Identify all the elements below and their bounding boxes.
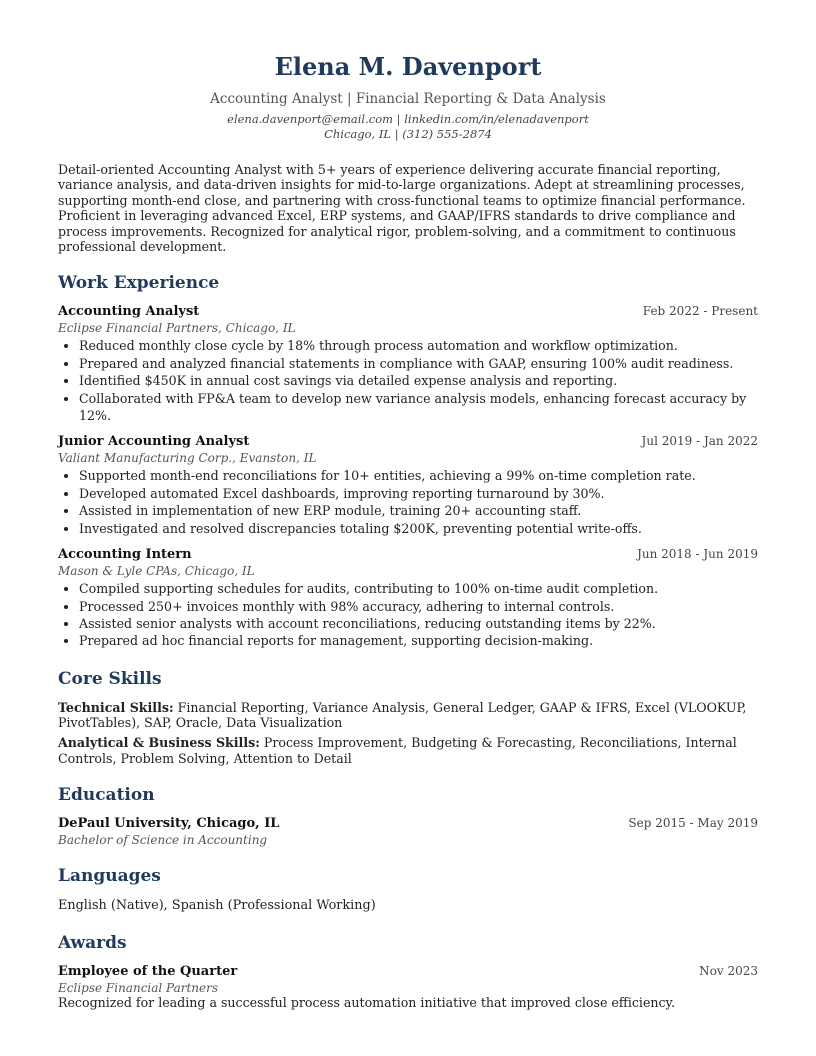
languages-heading: Languages: [58, 866, 161, 887]
skill-group-technical: [58, 700, 758, 731]
skill-group-analytical: [58, 735, 758, 766]
bullet-item: • Developed automated Excel dashboards, improving reporting turnaround by 30%.: [79, 485, 758, 502]
school-name: DePaul University, Chicago, IL: [58, 816, 280, 832]
work-entry: [58, 304, 758, 424]
core-skills-heading: Core Skills: [58, 668, 162, 689]
degree: Bachelor of Science in Accounting: [58, 833, 268, 848]
award-entry: [58, 964, 758, 1011]
headline: Accounting Analyst | Financial Reporting & Data Analysis: [210, 91, 606, 107]
award-organization: Eclipse Financial Partners: [58, 981, 219, 996]
education-dates: Sep 2015 - May 2019: [628, 816, 758, 831]
work-entry: [58, 434, 758, 537]
job-bullets: [58, 580, 758, 650]
job-bullets: [58, 337, 758, 424]
skill-list: Process Improvement, Budgeting & Forecasting, Reconciliations, Internal Controls, Problem Solving, Attention to Detail: [58, 734, 737, 766]
candidate-name: Elena M. Davenport: [274, 52, 542, 81]
skill-label: Analytical & Business Skills:: [58, 734, 260, 750]
work-entry: [58, 547, 758, 650]
award-title: Employee of the Quarter: [58, 964, 238, 980]
company: Eclipse Financial Partners, Chicago, IL: [58, 321, 296, 336]
work-experience-heading: Work Experience: [58, 273, 220, 294]
company: Mason & Lyle CPAs, Chicago, IL: [58, 564, 255, 579]
bullet-item: • Supported month-end reconciliations for 10+ entities, achieving a 99% on-time completion rate.: [79, 467, 758, 484]
professional-summary: Detail-oriented Accounting Analyst with 5+ years of experience delivering accurate financial reporting, variance analysis, and data-driven insights for mid-to-large organizations. Adept at streamlining processes, supporting month-end close, and partnering with cross-functional teams to optimize financial performance. Proficient in leveraging advanced Excel, ERP systems, and GAAP/IFRS standards to drive compliance and process improvements. Recognized for analytical rigor, problem-solving, and a commitment to continuous professional development.: [58, 162, 746, 255]
bullet-item: • Compiled supporting schedules for audits, contributing to 100% on-time audit completion.: [79, 580, 758, 597]
skill-label: Technical Skills:: [58, 699, 174, 715]
job-title: Junior Accounting Analyst: [58, 434, 250, 450]
bullet-item: • Identified $450K in annual cost savings via detailed expense analysis and reporting.: [79, 372, 758, 389]
job-dates: Jun 2018 - Jun 2019: [637, 547, 758, 562]
contact-line-location-phone: Chicago, IL | (312) 555-2874: [324, 127, 492, 141]
job-bullets: [58, 467, 758, 537]
awards-heading: Awards: [58, 933, 127, 954]
bullet-item: • Prepared and analyzed financial statements in compliance with GAAP, ensuring 100% audit readiness.: [79, 355, 758, 372]
bullet-item: • Investigated and resolved discrepancies totaling $200K, preventing potential write-offs.: [79, 520, 758, 537]
bullet-item: • Collaborated with FP&A team to develop new variance analysis models, enhancing forecast accuracy by 12%.: [79, 390, 758, 425]
job-title: Accounting Analyst: [58, 304, 200, 320]
job-title: Accounting Intern: [58, 547, 192, 563]
education-entry: [58, 816, 758, 847]
job-dates: Jul 2019 - Jan 2022: [641, 434, 758, 449]
job-dates: Feb 2022 - Present: [642, 304, 758, 319]
bullet-item: • Assisted in implementation of new ERP module, training 20+ accounting staff.: [79, 502, 758, 519]
education-heading: Education: [58, 785, 155, 806]
bullet-item: • Reduced monthly close cycle by 18% through process automation and workflow optimization.: [79, 337, 758, 354]
bullet-item: • Processed 250+ invoices monthly with 98% accuracy, adhering to internal controls.: [79, 598, 758, 615]
company: Valiant Manufacturing Corp., Evanston, IL: [58, 451, 317, 466]
skill-list: Financial Reporting, Variance Analysis, General Ledger, GAAP & IFRS, Excel (VLOOKUP, PivotTables), SAP, Oracle, Data Visualization: [58, 699, 747, 731]
bullet-item: • Prepared ad hoc financial reports for management, supporting decision-making.: [79, 632, 758, 649]
bullet-item: • Assisted senior analysts with account reconciliations, reducing outstanding items by 22%.: [79, 615, 758, 632]
contact-line-email-linkedin: elena.davenport@email.com | linkedin.com/in/elenadavenport: [227, 112, 589, 126]
award-date: Nov 2023: [699, 964, 758, 979]
languages-list: English (Native), Spanish (Professional Working): [58, 898, 376, 914]
award-description: Recognized for leading a successful process automation initiative that improved close efficiency.: [58, 995, 676, 1011]
